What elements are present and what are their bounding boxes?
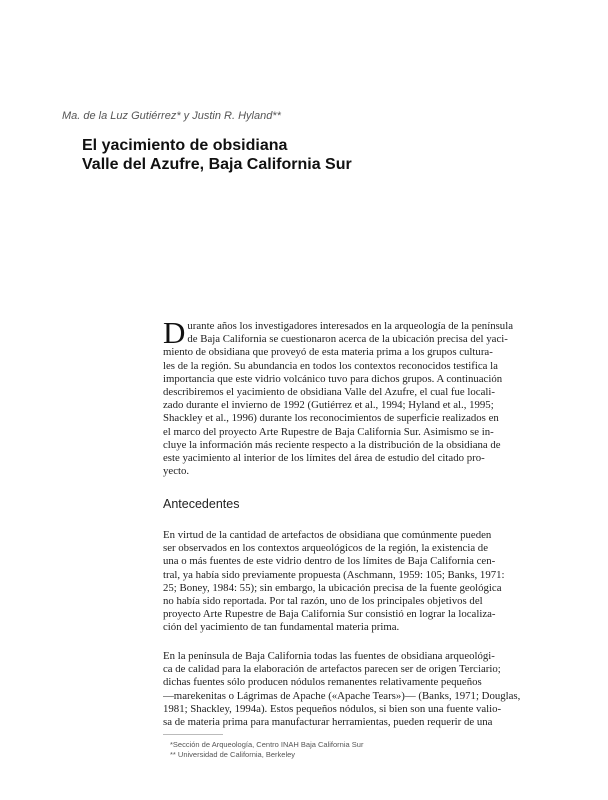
text-line: importancia que este vidrio volcánico tuvo para dichos grupos. A continuación <box>163 372 503 385</box>
text-line: ser observados en los contextos arqueológicos de la región, la existencia de <box>163 542 489 555</box>
title-line-2: Valle del Azufre, Baja California Sur <box>82 156 352 173</box>
text-line: cluye la información más reciente respecto a la distribución de la obsidiana de <box>163 438 501 451</box>
section-heading: Antecedentes <box>163 497 240 511</box>
text-line: ción del yacimiento de tan fundamental materia prima. <box>163 621 400 634</box>
text-line: Shackley et al., 1996) durante los reconocimientos de superficie realizados en <box>163 412 499 425</box>
text-line: este yacimiento al interior de los límites del área de estudio del citado pro- <box>163 452 485 465</box>
text-line: sa de materia prima para manufacturar herramientas, pueden requerir de una <box>163 716 493 729</box>
footnote-divider <box>163 734 223 735</box>
article-title <box>82 136 542 174</box>
text-line: dichas fuentes sólo producen nódulos remanentes relativamente pequeños <box>163 676 482 689</box>
title-line-1: El yacimiento de obsidiana <box>82 137 288 154</box>
text-line: tral, ya había sido previamente propuesta (Aschmann, 1959: 105; Banks, 1971: <box>163 568 505 581</box>
text-line: una o más fuentes de este vidrio dentro de los límites de Baja California cen- <box>163 555 496 568</box>
text-line: yecto. <box>163 465 190 478</box>
text-line: urante años los investigadores interesados en la arqueología de la península <box>187 320 513 332</box>
intro-paragraph <box>163 315 568 478</box>
text-line: describiremos el yacimiento de obsidiana Valle del Azufre, el cual fue locali- <box>163 386 495 399</box>
footnote-2: ** Universidad de California, Berkeley <box>170 750 296 759</box>
author-line: Ma. de la Luz Gutiérrez* y Justin R. Hyland** <box>62 110 281 122</box>
text-line: el marco del proyecto Arte Rupestre de Baja California Sur. Asimismo se in- <box>163 425 494 438</box>
text-line: no había sido reportada. Por tal razón, uno de los principales objetivos del <box>163 595 483 608</box>
text-line: les de la región. Su abundancia en todos los contextos reconocidos testifica la <box>163 359 498 372</box>
text-line: de Baja California se cuestionaron acerca de la ubicación precisa del yaci- <box>187 333 508 346</box>
antecedentes-paragraph-1 <box>163 529 568 635</box>
drop-cap: D <box>163 315 186 350</box>
text-line: zado durante el invierno de 1992 (Gutiérrez et al., 1994; Hyland et al., 1995; <box>163 399 494 412</box>
text-line: ca de calidad para la elaboración de artefactos parecen ser de origen Terciario; <box>163 663 501 676</box>
antecedentes-paragraph-2 <box>163 650 568 729</box>
text-line: En la península de Baja California todas las fuentes de obsidiana arqueológi- <box>163 650 495 662</box>
footnotes <box>170 740 550 760</box>
text-line: —marekenitas o Lágrimas de Apache («Apache Tears»)— (Banks, 1971; Douglas, <box>163 689 521 702</box>
text-line: En virtud de la cantidad de artefactos de obsidiana que comúnmente pueden <box>163 529 492 541</box>
text-line: proyecto Arte Rupestre de Baja California Sur consistió en lograr la localiza- <box>163 608 496 621</box>
text-line: 1981; Shackley, 1994a). Estos pequeños nódulos, si bien son una fuente valio- <box>163 702 502 715</box>
footnote-1: *Sección de Arqueología, Centro INAH Baja California Sur <box>170 740 364 749</box>
text-line: miento de obsidiana que proveyó de esta materia prima a los grupos cultura- <box>163 346 493 359</box>
text-line: 25; Boney, 1984: 55); sin embargo, la ubicación precisa de la fuente geológica <box>163 581 502 594</box>
